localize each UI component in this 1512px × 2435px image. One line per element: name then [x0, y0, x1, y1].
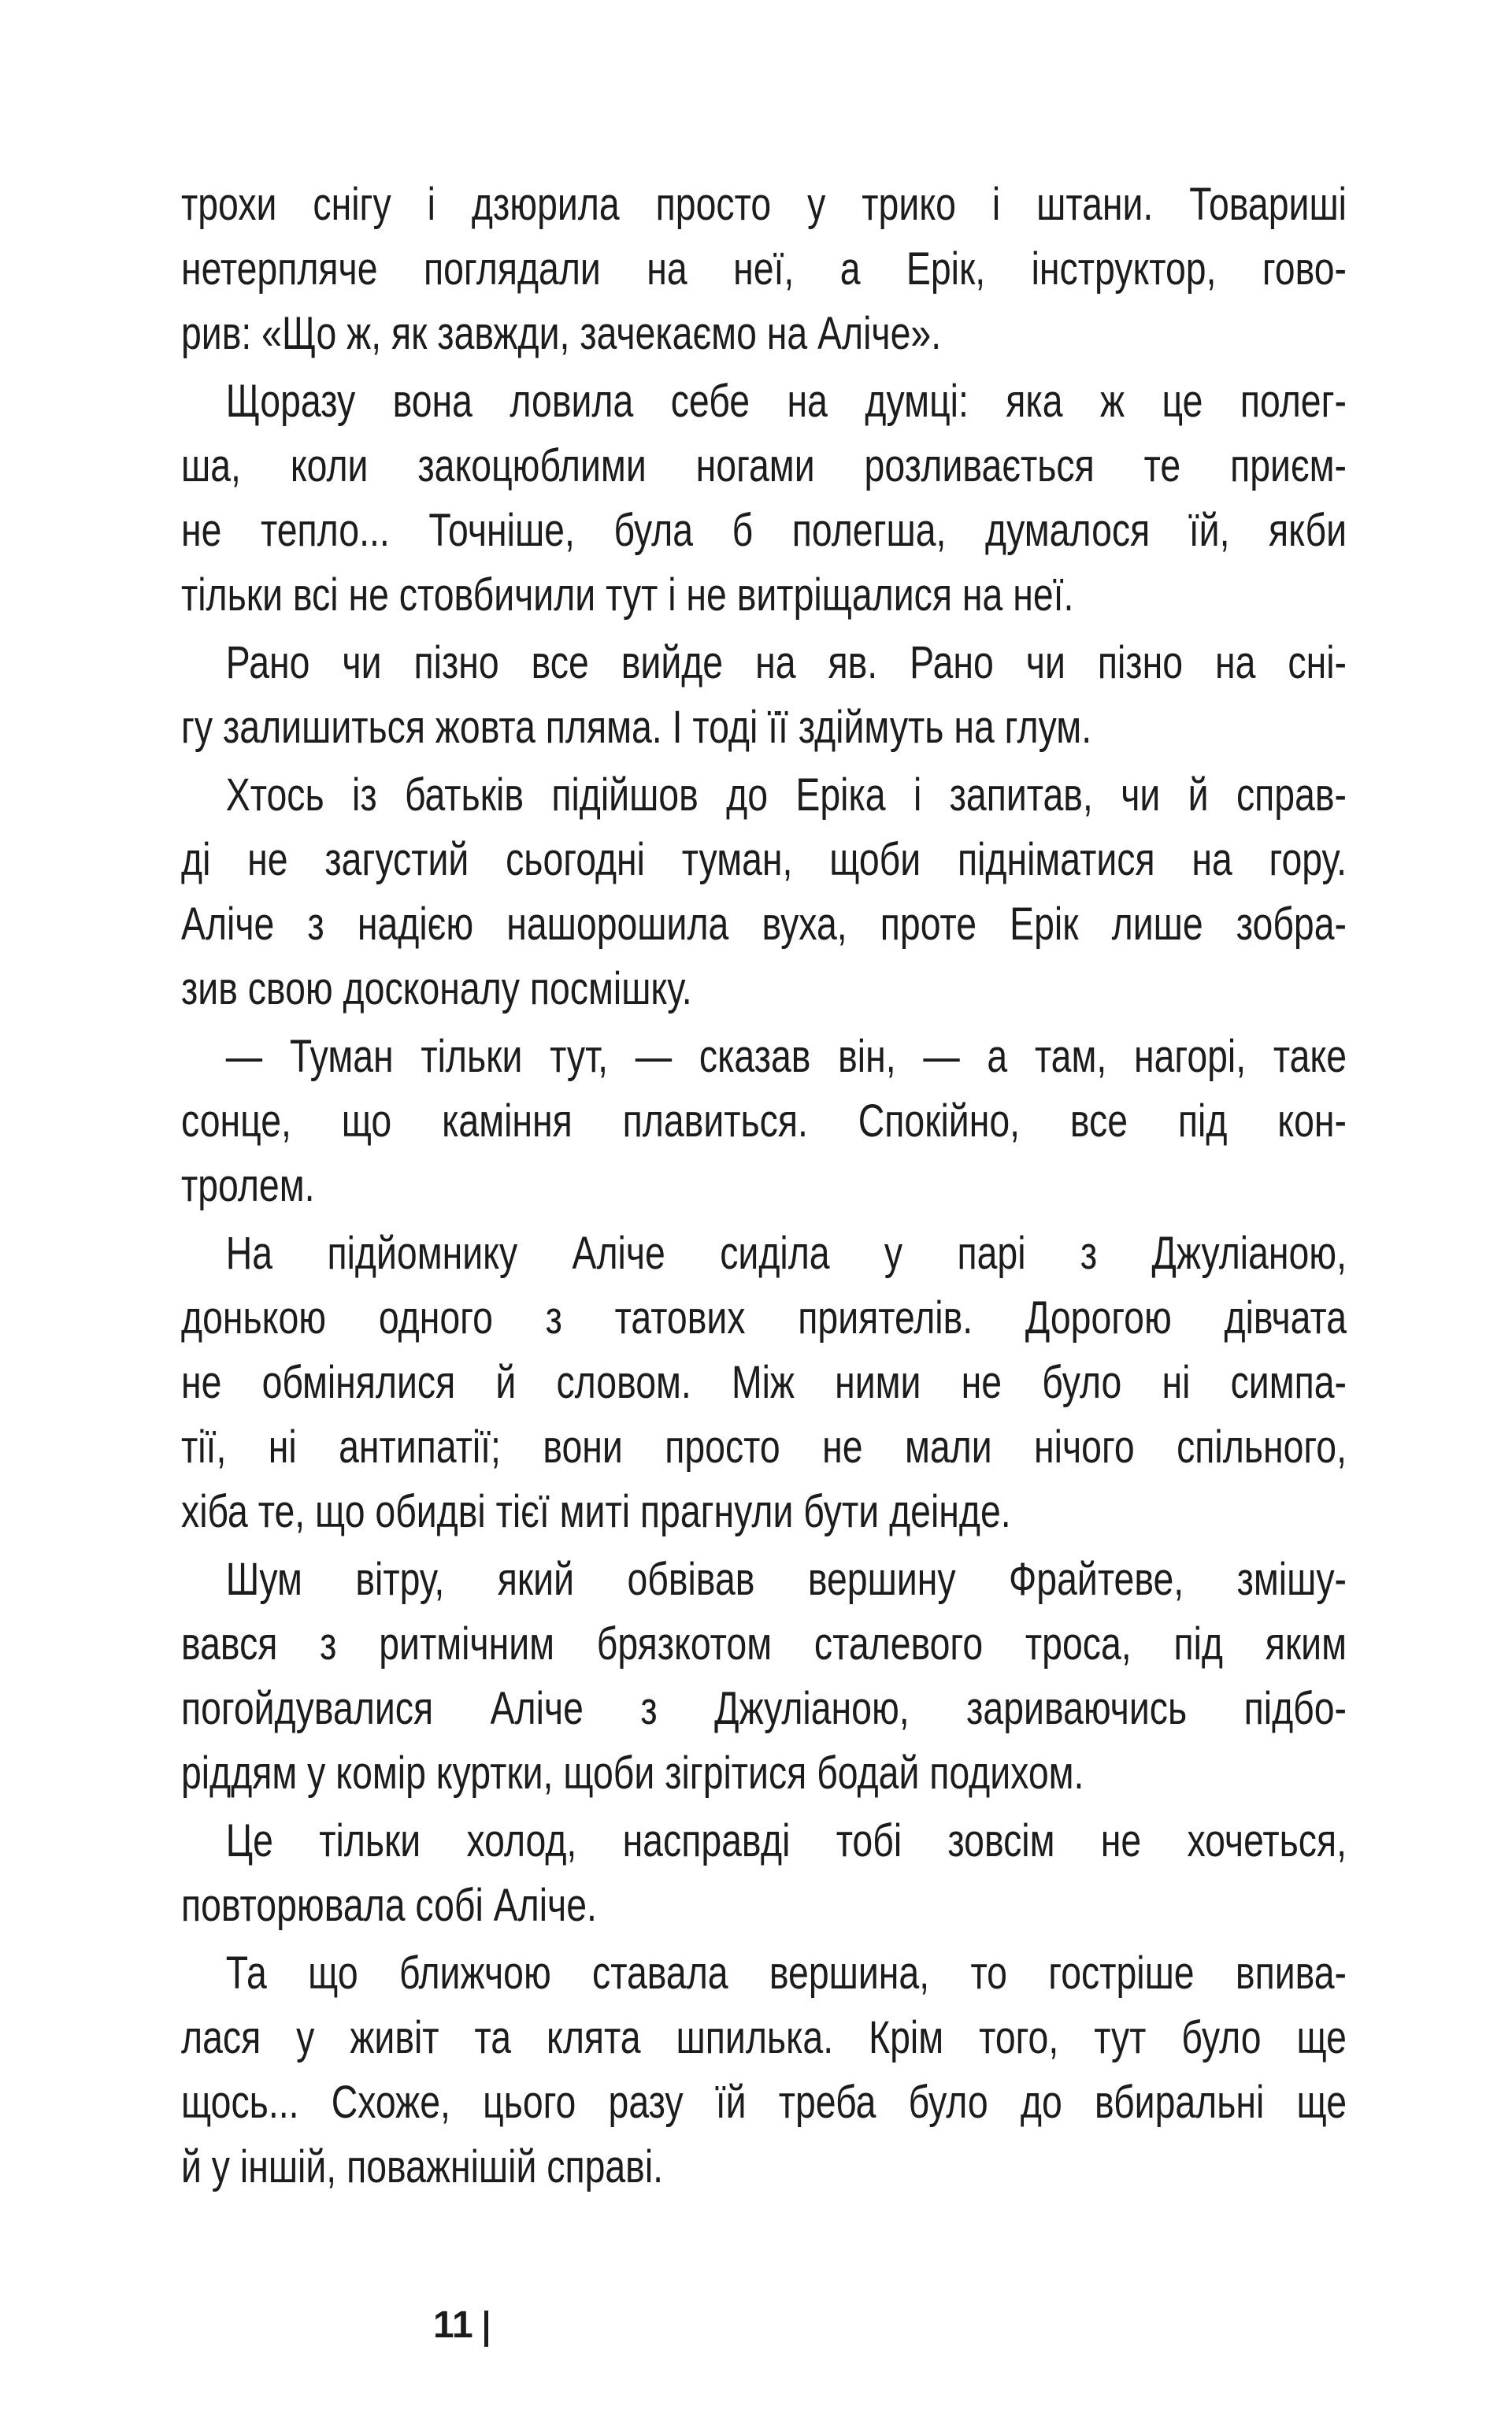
- text-line: повторювала собі Аліче.: [181, 1880, 597, 1931]
- text-line: погойдувалися Аліче з Джуліаною, зариваючись підбо-: [181, 1683, 1347, 1734]
- text-line: Це тільки холод, насправді тобі зовсім не хочеться,: [225, 1815, 1347, 1866]
- text-line: На підйомнику Аліче сиділа у парі з Джуліаною,: [225, 1228, 1347, 1279]
- text-line: — Туман тільки тут, — сказав він, — а там, нагорі, таке: [225, 1031, 1347, 1082]
- text-line: не обмінялися й словом. Між ними не було ні симпа-: [181, 1357, 1347, 1408]
- paragraph: [181, 763, 1347, 1021]
- text-line: щось... Схоже, цього разу їй треба було до вбиральні ще: [181, 2077, 1347, 2128]
- text-line: ріддям у комір куртки, щоби зігрітися бодай подихом.: [181, 1747, 1084, 1799]
- page-number-divider: [484, 2311, 488, 2347]
- paragraph: [181, 1809, 1347, 1938]
- text-line: Та що ближчою ставала вершина, то гостріше впива-: [225, 1948, 1347, 1999]
- text-line: не тепло... Точніше, була б полегша, думалося їй, якби: [181, 505, 1347, 556]
- paragraph: [181, 369, 1347, 628]
- text-line: вався з ритмічним брязкотом сталевого троса, під яким: [181, 1618, 1347, 1670]
- text-line: Хтось із батьків підійшов до Еріка і запитав, чи й справ-: [225, 769, 1347, 821]
- page-number: 11: [433, 2304, 473, 2346]
- text-line: Аліче з надією нашорошила вуха, проте Ерік лише зобра-: [181, 899, 1347, 950]
- text-line: гу залишиться жовта пляма. І тоді її здіймуть на глум.: [181, 702, 1092, 753]
- text-line: трохи снігу і дзюрила просто у трико і штани. Товариші: [181, 179, 1347, 230]
- text-line: хіба те, що обидві тієї миті прагнули бути деінде.: [181, 1486, 1011, 1537]
- text-line: донькою одного з татових приятелів. Дорогою дівчата: [181, 1292, 1347, 1344]
- text-line: тільки всі не стовбичили тут і не витріщалися на неї.: [181, 569, 1074, 621]
- paragraph: [181, 1025, 1347, 1218]
- paragraph: [181, 1941, 1347, 2200]
- text-line: лася у живіт та клята шпилька. Крім того, тут було ще: [181, 2012, 1347, 2063]
- text-line: ді не загустий сьогодні туман, щоби підніматися на гору.: [181, 834, 1347, 885]
- text-line: нетерпляче поглядали на неї, а Ерік, інструктор, гово-: [181, 243, 1347, 295]
- paragraph: [181, 1221, 1347, 1544]
- text-line: рив: «Що ж, як завжди, зачекаємо на Аліче».: [181, 308, 942, 359]
- text-line: зив свою досконалу посмішку.: [181, 963, 692, 1014]
- text-line: ша, коли закоцюблими ногами розливається те приєм-: [181, 440, 1347, 491]
- body-text: [181, 172, 1347, 2203]
- text-line: Рано чи пізно все вийде на яв. Рано чи пізно на сні-: [225, 637, 1347, 688]
- paragraph: [181, 172, 1347, 366]
- text-line: сонце, що каміння плавиться. Спокійно, все під кон-: [181, 1095, 1347, 1147]
- text-line: тролем.: [181, 1160, 315, 1211]
- text-line: Шум вітру, який обвівав вершину Фрайтеве, змішу-: [225, 1554, 1347, 1605]
- paragraph: [181, 1547, 1347, 1806]
- paragraph: [181, 631, 1347, 760]
- text-line: Щоразу вона ловила себе на думці: яка ж це полег-: [225, 376, 1347, 427]
- text-line: й у іншій, поважнішій справі.: [181, 2141, 664, 2192]
- text-line: тії, ні антипатії; вони просто не мали нічого спільного,: [181, 1421, 1347, 1473]
